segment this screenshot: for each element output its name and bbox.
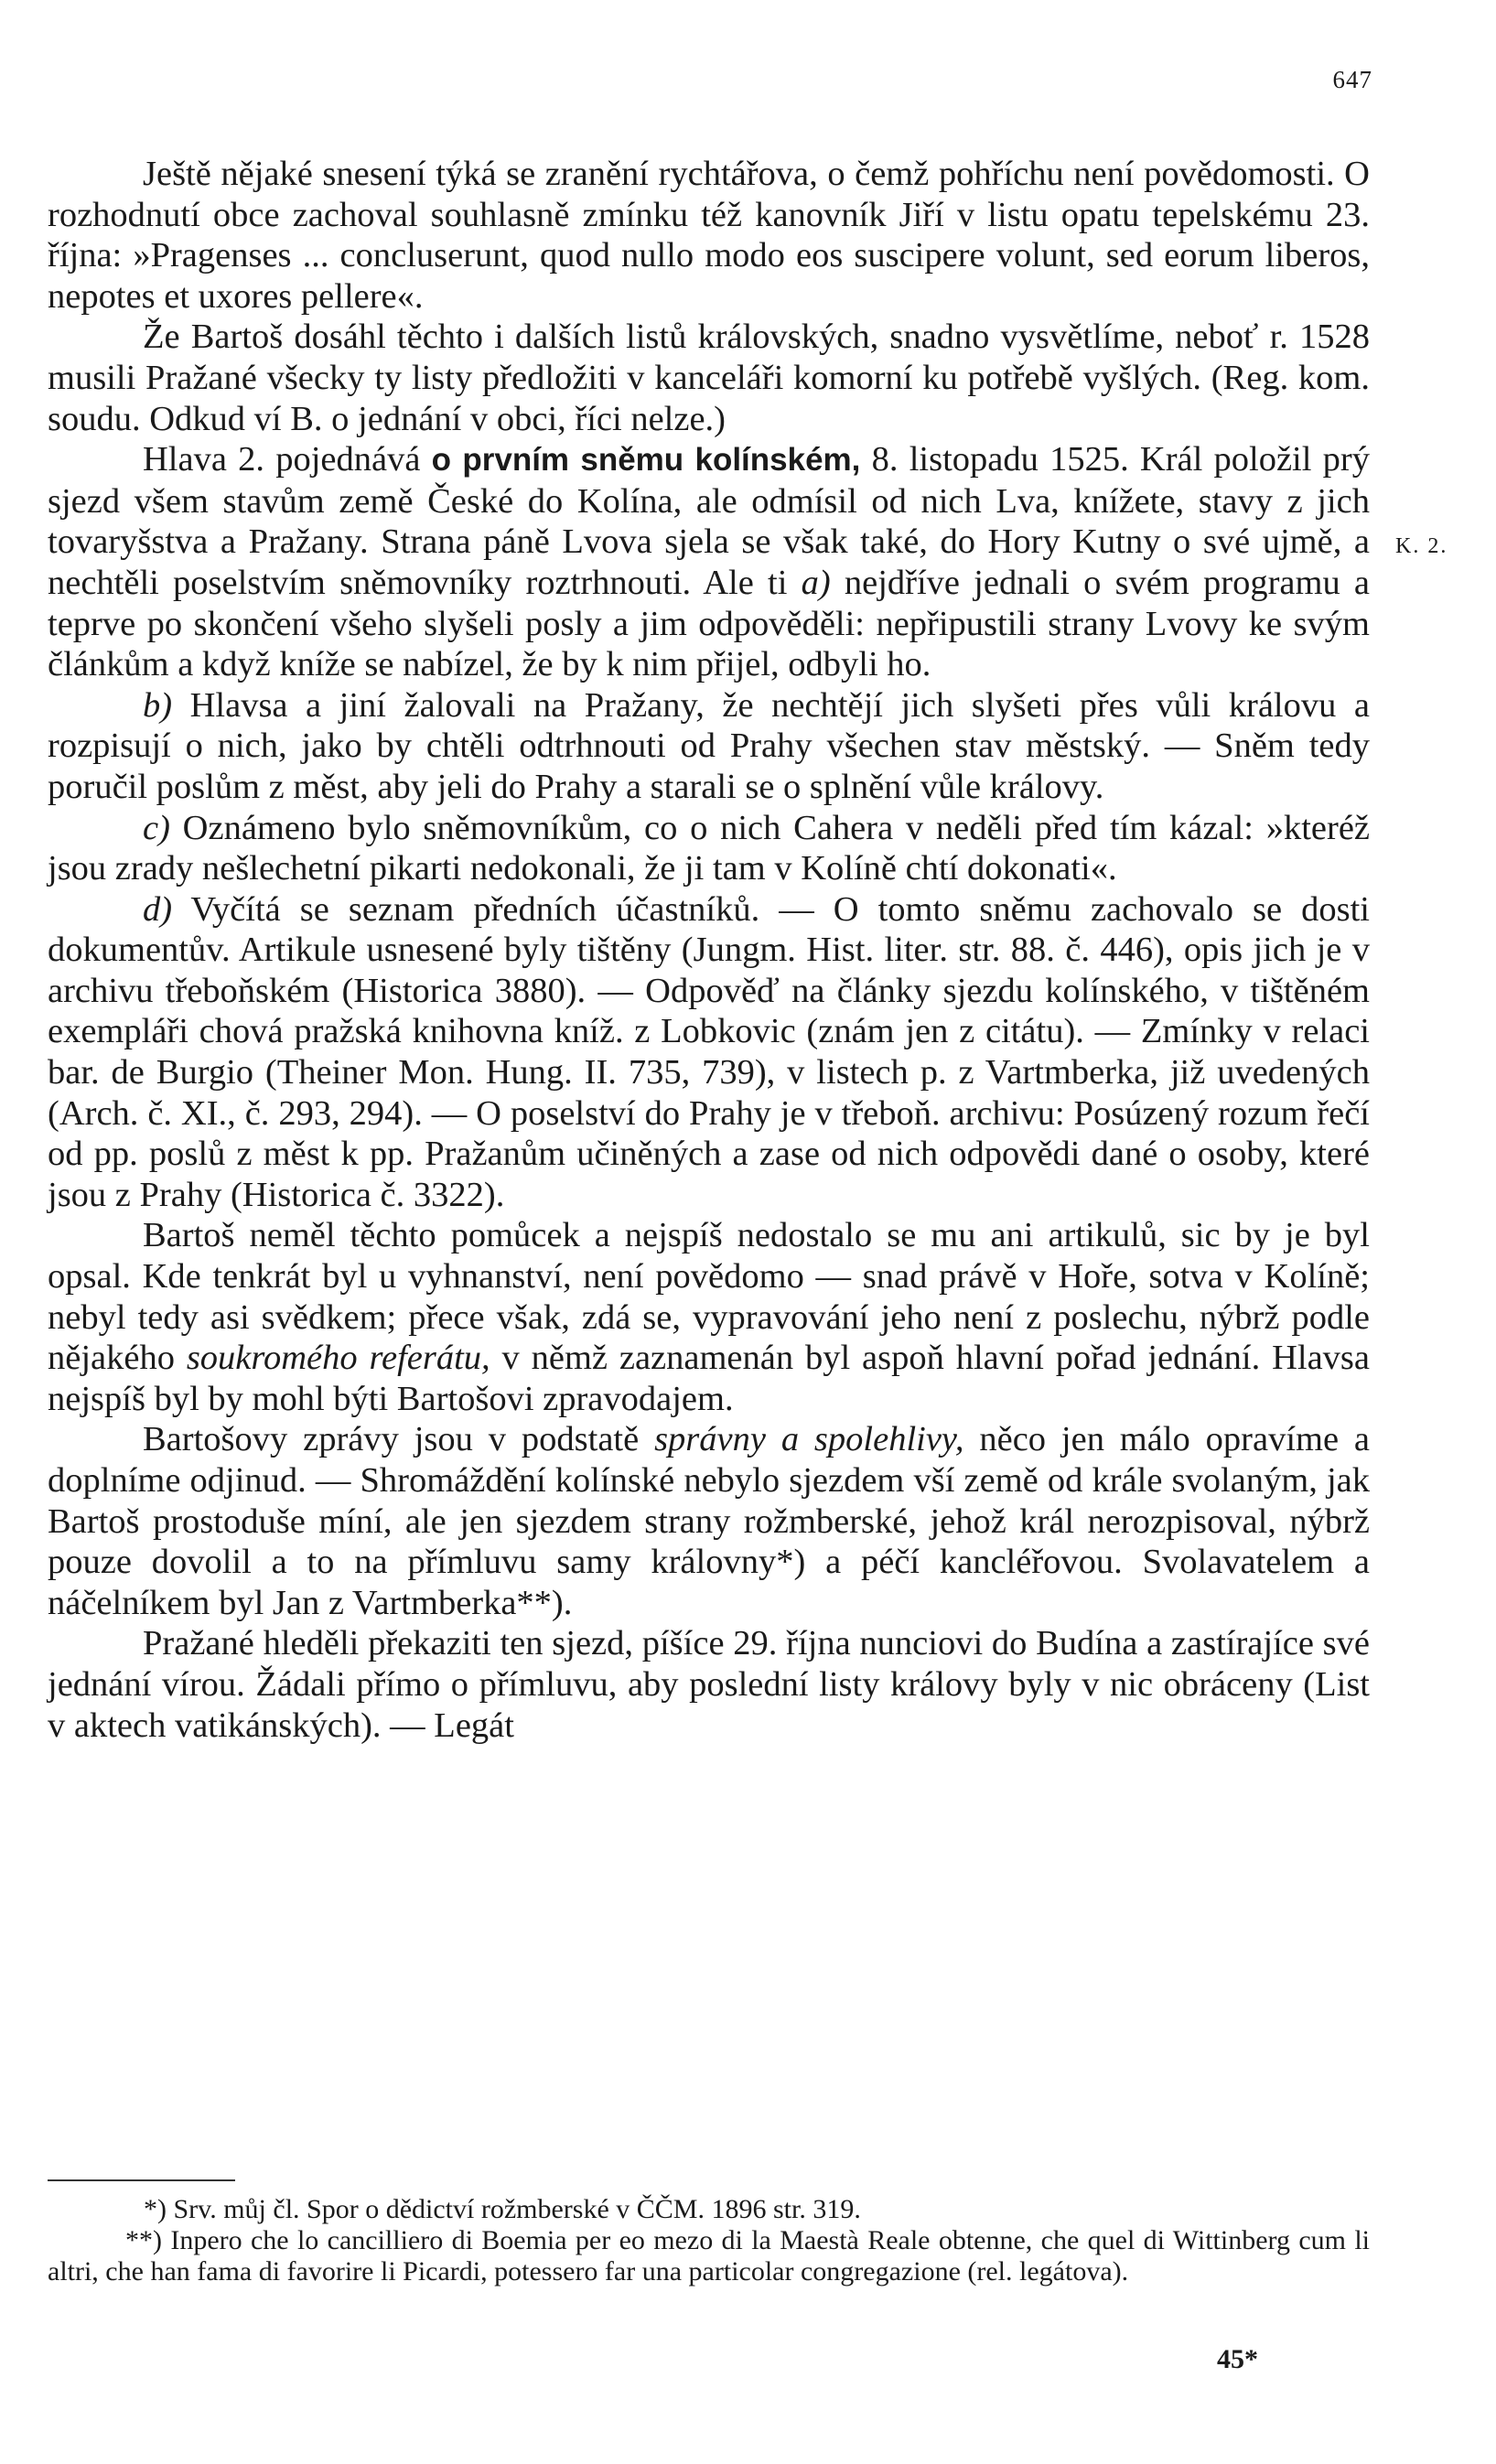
paragraph-5-body: Oznámeno bylo sněmovníkům, co o nich Cahera v neděli před tím kázal: »kteréž jsou zrady nešlechetní pikarti nedokonali, že ji tam v Kolíně chtí dokonati«. — [48, 808, 1370, 888]
item-a-marker: a) — [801, 563, 831, 602]
paragraph-8-italic: správny a spolehlivy, — [654, 1420, 964, 1459]
item-b-marker: b) — [143, 685, 173, 725]
body-text — [48, 154, 1370, 1746]
paragraph-8-lead: Bartošovy zprávy jsou v podstatě — [143, 1420, 655, 1459]
page-number: 647 — [1332, 66, 1372, 93]
paragraph-3-tail: nejdříve jednali o svém programu a teprve po skončení všeho slyšeli posly a jim odpověděli: nepřipustili strany Lvovy ke svým článkům a když kníže se nabízel, že by k nim přijel, odbyli ho. — [48, 563, 1370, 684]
paragraph-6 — [48, 889, 1370, 1216]
item-c-marker: c) — [143, 808, 170, 847]
paragraph-4-body: Hlavsa a jiní žalovali na Pražany, že nechtějí jich slyšeti přes vůli královu a rozpisují o nich, jako by chtěli odtrhnouti od Prahy všechen stav městský. — Sněm tedy poručil poslům z měst, aby jeli do Prahy a starali se o splnění vůle královy. — [48, 685, 1370, 806]
paragraph-8-body: něco jen málo opravíme a doplníme odjinud. — Shromáždění kolínské nebylo sjezdem vší země od krále svolaným, jak Bartoš prostoduše míní, ale jen sjezdem strany rožmberské, jehož král nerozpisoval, nýbrž pouze dovolil a to na přímluvu samy královny*) a péčí kancléřovou. Svolavatelem a náčelníkem byl Jan z Vartmberka**). — [48, 1420, 1370, 1622]
footnotes — [48, 2194, 1370, 2287]
paragraph-7-body: Bartoš neměl těchto pomůcek a nejspíš nedostalo se mu ani artikulů, sic by je byl opsal. Kde tenkrát byl u vyhnanství, není povědomo — snad právě v Hoře, sotva v Kolíně; nebyl tedy asi svědkem; přece však, zdá se, vypravování jeho není z poslechu, nýbrž podle nějakého — [48, 1216, 1370, 1378]
paragraph-2: Že Bartoš dosáhl těchto i dalších listů královských, snadno vysvětlíme, neboť r. 1528 musili Pražané všecky ty listy předložiti v kanceláři komorní ku potřebě vyšlých. (Reg. kom. soudu. Odkud ví B. o jednání v obci, říci nelze.) — [48, 317, 1370, 438]
paragraph-6-body: Vyčítá se seznam předních účastníků. — O tomto sněmu zachovalo se dosti dokumentův. Artikule usnesené byly tištěny (Jungm. Hist. liter. str. 88. č. 446), opis jich je v archivu třeboňském (Historica 3880). — Odpověď na články sjezdu kolínského, v tištěném exempláři chová pražská knihovna kníž. z Lobkovic (znám jen z citátu). — Zmínky v relaci bar. de Burgio (Theiner Mon. Hung. II. 735, 739), v listech p. z Vartmberka, již uvedených (Arch. č. XI., č. 293, 294). — O poselství do Prahy je v třeboň. archivu: Posúzený rozum řečí od pp. poslů z měst k pp. Pražanům učiněných a zase od nich odpovědi dané o osoby, které jsou z Prahy (Historica č. 3322). — [48, 889, 1370, 1214]
section-heading-kolin: o prvním sněmu kolínském, — [431, 442, 861, 479]
paragraph-7-tail: v němž zaznamenán byl aspoň hlavní pořad jednání. Hlavsa nejspíš byl by mohl býti Bartošovi zpravodajem. — [48, 1339, 1371, 1418]
paragraph-3-body: 8. listopadu 1525. Král položil prý sjezd všem stavům země České do Kolína, ale odmísil od nich Lva, knížete, stavy z jich tovaryšstva a Pražany. Strana páně Lvova sjela se však také, do Hory Kutny o své ujmě, a nechtěli poselstvím sněmovníky roztrhnouti. Ale ti — [48, 440, 1370, 602]
paragraph-3 — [48, 439, 1370, 685]
paragraph-1: Ještě nějaké snesení týká se zranění rychtářova, o čemž pohříchu není povědomosti. O rozhodnutí obce zachoval souhlasně zmínku též kanovník Jiří v listu opatu tepelskému 23. října: »Pragenses ... concluserunt, quod nullo modo eos suscipere volunt, sed eorum liberos, nepotes et uxores pellere«. — [48, 155, 1370, 316]
item-d-marker: d) — [143, 889, 173, 929]
paragraph-4 — [48, 685, 1370, 808]
printer-signature: 45* — [1217, 2344, 1258, 2374]
paragraph-3-lead: Hlava 2. pojednává — [143, 440, 432, 479]
paragraph-9: Pražané hleděli překaziti ten sjezd, píšíce 29. října nunciovi do Budína a zastírajíce své jednání vírou. Žádali přímo o přímluvu, aby poslední listy královy byly v nic obráceny (List v aktech vatikánských). — Legát — [48, 1624, 1370, 1745]
paragraph-8 — [48, 1419, 1370, 1623]
footnote-1: *) Srv. můj čl. Spor o dědictví rožmberské v ČČM. 1896 str. 319. — [144, 2194, 861, 2224]
margin-note: K. 2. — [1395, 534, 1448, 558]
paragraph-5 — [48, 808, 1370, 889]
paragraph-7 — [48, 1215, 1370, 1419]
paragraph-7-italic: soukromého referátu, — [186, 1339, 490, 1378]
footnote-divider — [48, 2179, 235, 2181]
footnote-2: **) Inpero che lo cancilliero di Boemia per eo mezo di la Maestà Reale obtenne, che quel di Wittinberg cum li altri, che han fama di favorire li Picardi, potessero far una particolar congregazione (rel. legátova). — [48, 2225, 1370, 2286]
